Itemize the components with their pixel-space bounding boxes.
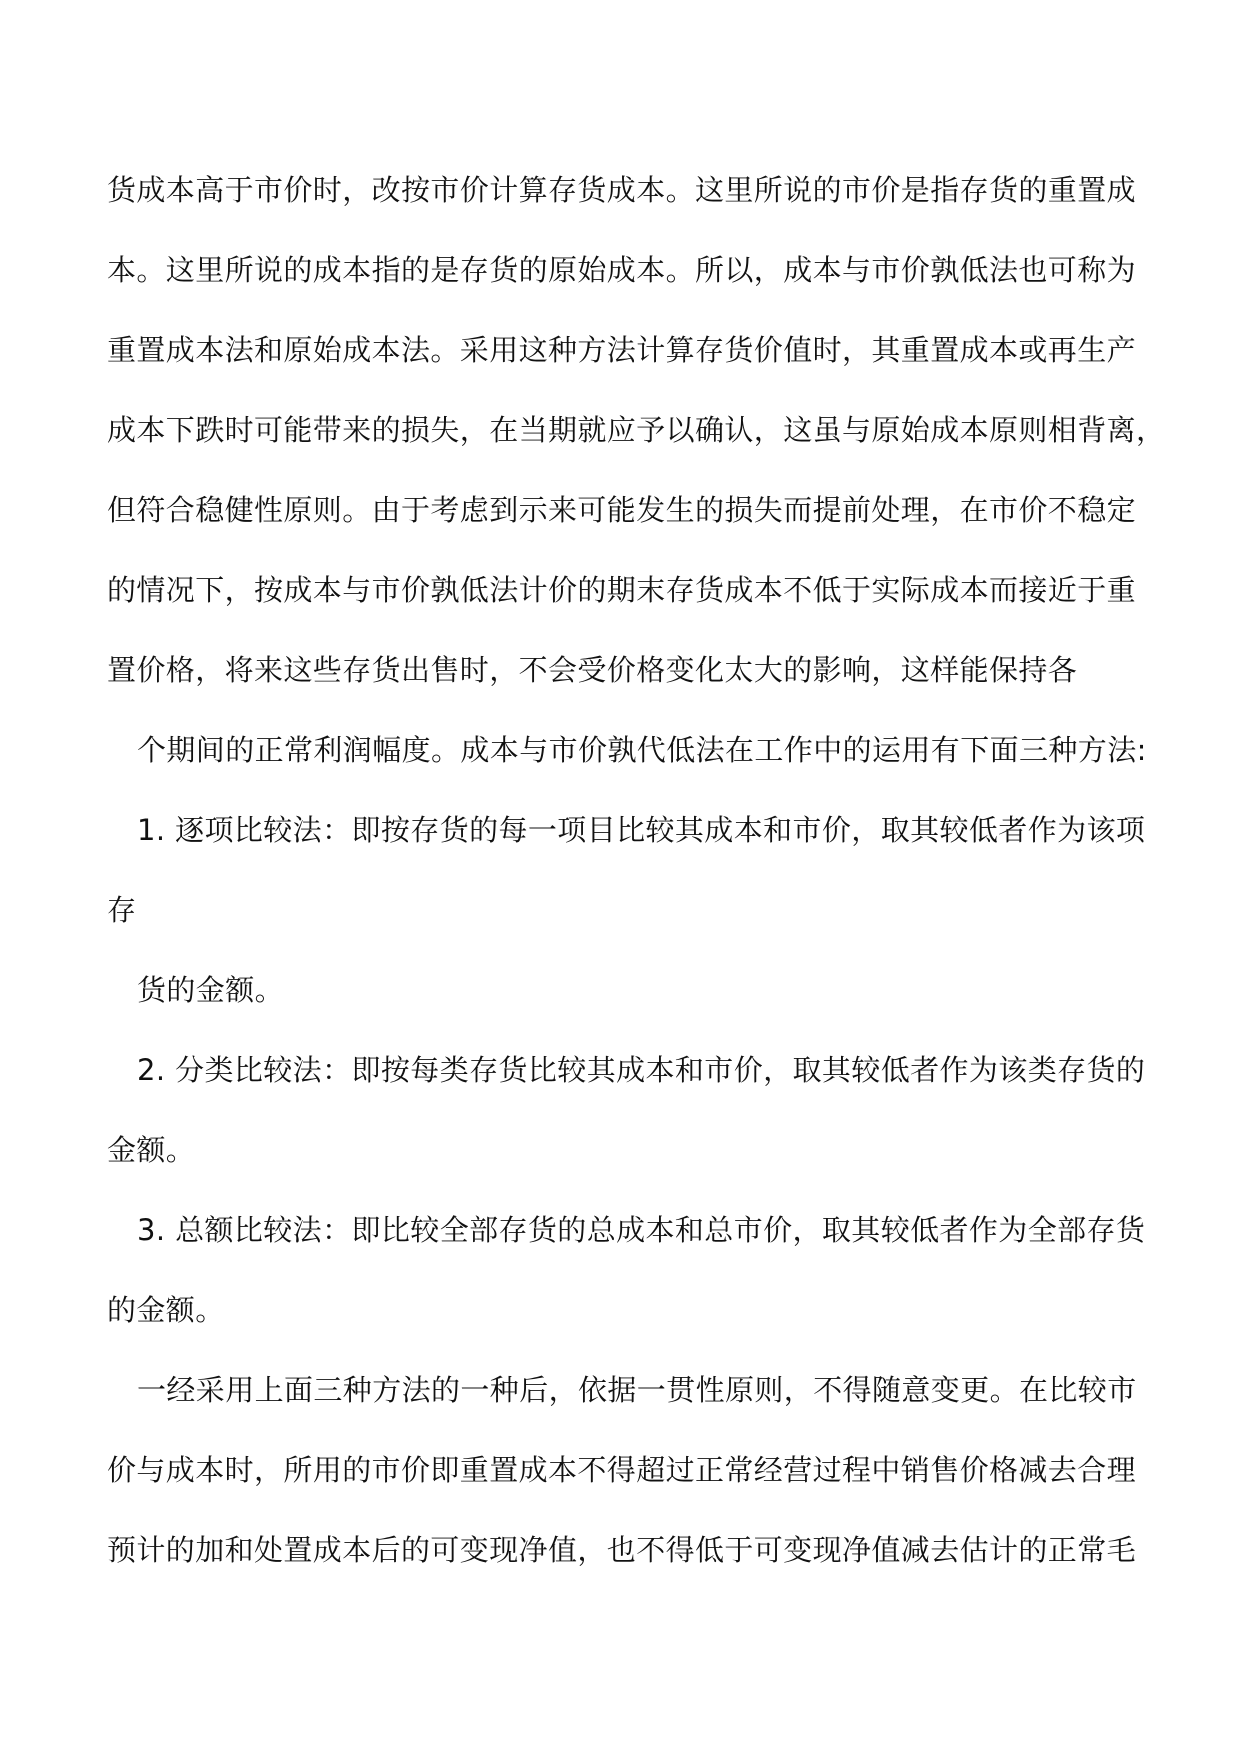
- text-line: 成本下跌时可能带来的损失，在当期就应予以确认，这虽与原始成本原则相背离，: [107, 413, 1166, 447]
- list-item-3: 3. 总额比较法：即比较全部存货的总成本和总市价，取其较低者作为全部存货: [137, 1213, 1146, 1247]
- paragraph-start: 一经采用上面三种方法的一种后，依据一贯性原则，不得随意变更。在比较市: [137, 1373, 1137, 1407]
- text-line: 但符合稳健性原则。由于考虑到示来可能发生的损失而提前处理，在市价不稳定: [107, 493, 1137, 527]
- text-line: 货的金额。: [137, 973, 285, 1007]
- text-line: 存: [107, 893, 137, 927]
- text-line: 金额。: [107, 1133, 196, 1167]
- text-line: 本。这里所说的成本指的是存货的原始成本。所以，成本与市价孰低法也可称为: [107, 253, 1137, 287]
- text-line: 的金额。: [107, 1293, 225, 1327]
- text-line: 置价格，将来这些存货出售时，不会受价格变化太大的影响，这样能保持各: [107, 653, 1078, 687]
- text-line: 个期间的正常利润幅度。成本与市价孰代低法在工作中的运用有下面三种方法:: [137, 733, 1147, 767]
- list-item-1: 1. 逐项比较法：即按存货的每一项目比较其成本和市价，取其较低者作为该项: [137, 813, 1146, 847]
- text-line: 的情况下，按成本与市价孰低法计价的期末存货成本不低于实际成本而接近于重: [107, 573, 1137, 607]
- text-line: 货成本高于市价时，改按市价计算存货成本。这里所说的市价是指存货的重置成: [107, 173, 1137, 207]
- list-item-2: 2. 分类比较法：即按每类存货比较其成本和市价，取其较低者作为该类存货的: [137, 1053, 1146, 1087]
- text-line: 预计的加和处置成本后的可变现净值，也不得低于可变现净值减去估计的正常毛: [107, 1533, 1137, 1567]
- text-line: 价与成本时，所用的市价即重置成本不得超过正常经营过程中销售价格减去合理: [107, 1453, 1137, 1487]
- text-line: 重置成本法和原始成本法。采用这种方法计算存货价值时，其重置成本或再生产: [107, 333, 1137, 367]
